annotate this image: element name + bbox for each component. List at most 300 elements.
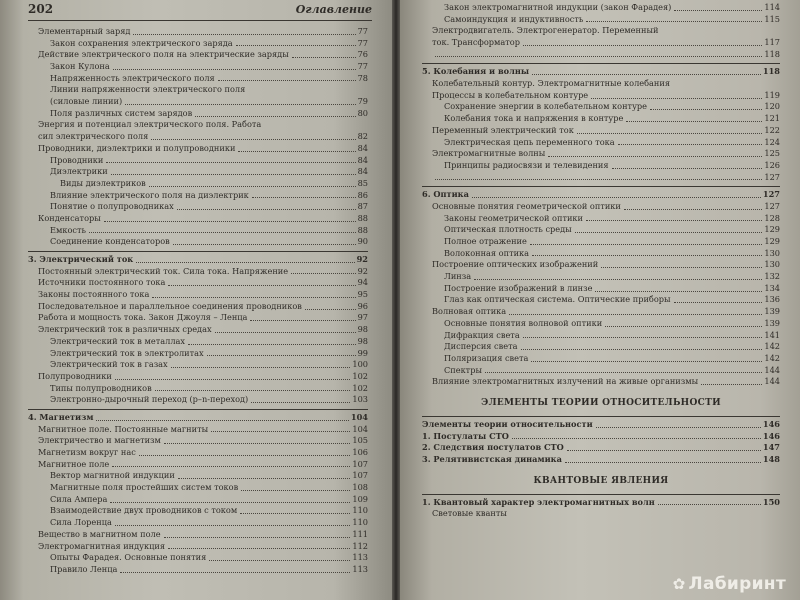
left-page-header — [28, 0, 372, 21]
toc-entry-title: Законы геометрической оптики — [444, 212, 584, 223]
dot-leader — [605, 326, 762, 327]
dot-leader — [168, 285, 355, 286]
toc-entry — [28, 336, 368, 348]
toc-entry — [422, 2, 780, 14]
dot-leader — [164, 443, 350, 444]
toc-entry-title: Последовательное и параллельное соединения проводников — [38, 300, 302, 311]
toc-list-right — [422, 2, 780, 520]
toc-entry — [28, 313, 368, 325]
toc-entry-title: Построение оптических изображений — [432, 259, 599, 270]
toc-entry-title: Колебательный контур. Электромагнитные колебания — [432, 78, 671, 89]
dot-leader — [523, 45, 762, 46]
toc-entry-title: 6. Оптика — [422, 189, 469, 200]
dot-leader — [251, 402, 350, 403]
dot-leader — [151, 139, 355, 140]
toc-entry — [28, 470, 368, 482]
toc-entry — [28, 494, 368, 506]
toc-entry-title: Виды диэлектриков — [60, 177, 146, 188]
toc-entry-title: Магнетизм вокруг нас — [38, 447, 136, 458]
dot-leader — [173, 244, 356, 245]
toc-entry — [28, 84, 368, 96]
toc-page-number: 129 — [764, 236, 780, 247]
dot-leader — [435, 179, 762, 180]
toc-entry-title: Переменный электрический ток — [432, 124, 574, 135]
toc-page-number: 104 — [352, 423, 368, 434]
toc-entry-title: Электрический ток в различных средах — [38, 324, 212, 335]
toc-page-number: 134 — [764, 282, 780, 293]
dot-leader — [139, 455, 351, 456]
toc-entry-title: (силовые линии) — [50, 96, 123, 107]
dot-leader — [596, 427, 761, 428]
toc-page-number: 109 — [352, 493, 368, 504]
toc-entry-title: Полное отражение — [444, 236, 527, 247]
toc-entry-title: Законы постоянного тока — [38, 289, 150, 300]
toc-page-number: 92 — [356, 254, 368, 265]
dot-leader — [472, 197, 761, 198]
toc-entry — [422, 442, 780, 454]
toc-entry — [28, 324, 368, 336]
toc-page-number: 139 — [764, 306, 780, 317]
toc-page-number: 85 — [357, 177, 368, 188]
toc-entry — [28, 529, 368, 541]
dot-leader — [241, 490, 350, 491]
dot-leader — [111, 174, 356, 175]
toc-page-number: 111 — [352, 528, 368, 539]
toc-entry — [28, 26, 368, 38]
toc-entry-title: 3. Электрический ток — [28, 254, 134, 265]
toc-page-number: 115 — [764, 13, 780, 24]
dot-leader — [115, 379, 351, 380]
toc-entry-title: Основные понятия волновой оптики — [444, 317, 603, 328]
toc-page-number: 144 — [764, 376, 780, 387]
section-divider — [422, 186, 780, 187]
section-divider — [28, 409, 368, 410]
toc-entry-title: Емкость — [50, 224, 86, 235]
part-heading: КВАНТОВЫЕ ЯВЛЕНИЯ — [533, 475, 669, 486]
toc-entry-title: Диэлектрики — [50, 166, 108, 177]
toc-page-number: 84 — [357, 154, 368, 165]
toc-entry-title: Понятие о полупроводниках — [50, 201, 174, 212]
dot-leader — [305, 309, 356, 310]
toc-entry — [28, 225, 368, 237]
toc-page-number: 144 — [764, 364, 780, 375]
toc-entry-title: Дифракция света — [444, 329, 520, 340]
dot-leader — [532, 255, 762, 256]
toc-page-number: 132 — [764, 271, 780, 282]
toc-entry — [28, 424, 368, 436]
toc-page-number: 79 — [357, 96, 368, 107]
toc-entry — [28, 517, 368, 529]
toc-page-number: 110 — [352, 505, 368, 516]
toc-entry — [422, 353, 780, 365]
dot-leader — [133, 34, 355, 35]
toc-entry — [28, 201, 368, 213]
toc-entry — [422, 365, 780, 377]
toc-entry-title: 5. Колебания и волны — [422, 66, 530, 77]
toc-page-number: 106 — [352, 447, 368, 458]
toc-page-number: 124 — [764, 136, 780, 147]
toc-page-number: 107 — [352, 458, 368, 469]
toc-entry — [28, 38, 368, 50]
toc-entry-title: Взаимодействие двух проводников с током — [50, 505, 238, 516]
toc-page-number: 77 — [357, 37, 368, 48]
toc-entry-title: Магнитное поле. Постоянные магниты — [38, 423, 209, 434]
toc-entry-title: Электрический ток в электролитах — [50, 347, 204, 358]
toc-page-number: 100 — [352, 359, 368, 370]
toc-page-number: 129 — [764, 224, 780, 235]
dot-leader — [195, 116, 355, 117]
dot-leader — [474, 279, 762, 280]
dot-leader — [149, 186, 356, 187]
toc-page-number: 88 — [357, 224, 368, 235]
dot-leader — [250, 320, 355, 321]
dot-leader — [152, 297, 355, 298]
toc-entry — [28, 61, 368, 73]
toc-entry — [28, 213, 368, 225]
dot-leader — [106, 162, 355, 163]
toc-page-number: 139 — [764, 317, 780, 328]
dot-leader — [215, 332, 356, 333]
toc-entry-title: Электромагнитная индукция — [38, 540, 165, 551]
watermark-text: Лабиринт — [688, 574, 786, 594]
toc-page-number: 150 — [762, 496, 780, 507]
toc-page-number: 97 — [357, 312, 368, 323]
dot-leader — [96, 420, 348, 421]
dot-leader — [291, 273, 355, 274]
toc-entry — [422, 125, 780, 137]
toc-entry-title: Основные понятия геометрической оптики — [432, 200, 621, 211]
toc-page-number: 118 — [762, 66, 780, 77]
toc-page-number: 148 — [762, 454, 780, 465]
toc-page-number: 77 — [357, 61, 368, 72]
toc-entry-title: Полупроводники — [38, 370, 112, 381]
toc-entry-title: Правило Ленца — [50, 563, 118, 574]
toc-entry — [422, 259, 780, 271]
dot-leader — [521, 349, 763, 350]
toc-entry-title: Энергия и потенциал электрического поля. Работа — [38, 119, 262, 130]
dot-leader — [292, 57, 356, 58]
toc-page-number: 104 — [350, 411, 368, 422]
toc-entry — [28, 190, 368, 202]
dot-leader — [586, 21, 762, 22]
toc-entry — [28, 482, 368, 494]
toc-page-number: 76 — [357, 49, 368, 60]
dot-leader — [178, 478, 351, 479]
dot-leader — [601, 267, 762, 268]
toc-entry — [28, 301, 368, 313]
dot-leader — [618, 144, 763, 145]
toc-page-number: 127 — [762, 189, 780, 200]
toc-entry — [422, 172, 780, 184]
toc-entry — [28, 266, 368, 278]
toc-entry — [422, 248, 780, 260]
toc-entry-title: Электрический ток в металлах — [50, 335, 186, 346]
dot-leader — [626, 121, 762, 122]
toc-entry-title: 4. Магнетизм — [28, 411, 94, 422]
toc-entry-title: Конденсаторы — [38, 212, 101, 223]
dot-leader — [207, 355, 356, 356]
toc-entry-title: Постоянный электрический ток. Сила тока. Напряжение — [38, 265, 289, 276]
toc-entry — [28, 348, 368, 360]
toc-entry-title: сил электрического поля — [38, 131, 149, 142]
toc-page-number: 142 — [764, 341, 780, 352]
toc-page-number: 77 — [357, 25, 368, 36]
toc-entry-title: Работа и мощность тока. Закон Джоуля – Ленца — [38, 312, 248, 323]
toc-entry — [422, 90, 780, 102]
right-page — [400, 0, 800, 600]
toc-entry-title: Проводники, диэлектрики и полупроводники — [38, 142, 236, 153]
dot-leader — [115, 525, 351, 526]
toc-entry-title: Напряженность электрического поля — [50, 72, 215, 83]
toc-page-number: 125 — [764, 148, 780, 159]
toc-entry — [422, 224, 780, 236]
toc-entry-title: Поляризация света — [444, 352, 529, 363]
toc-entry — [422, 14, 780, 26]
toc-page-number: 110 — [352, 517, 368, 528]
toc-entry-title: Электромагнитные волны — [432, 148, 546, 159]
toc-entry — [422, 330, 780, 342]
toc-page-number: 98 — [357, 335, 368, 346]
dot-leader — [168, 548, 350, 549]
toc-entry — [28, 277, 368, 289]
toc-entry — [28, 541, 368, 553]
toc-page-number: 96 — [357, 300, 368, 311]
dot-leader — [240, 513, 350, 514]
toc-entry — [28, 383, 368, 395]
toc-entry — [422, 148, 780, 160]
toc-entry-title: Закон Кулона — [50, 61, 110, 72]
toc-entry — [28, 506, 368, 518]
dot-leader — [674, 10, 762, 11]
toc-entry — [28, 435, 368, 447]
toc-entry-title: Электричество и магнетизм — [38, 435, 161, 446]
toc-page-number: 127 — [764, 200, 780, 211]
toc-page-number: 112 — [352, 540, 368, 551]
toc-page-number: 103 — [352, 394, 368, 405]
part-divider — [422, 416, 780, 417]
toc-entry — [28, 96, 368, 108]
toc-entry — [28, 108, 368, 120]
dot-leader — [125, 104, 355, 105]
dot-leader — [485, 372, 762, 373]
toc-entry-title: Электродвигатель. Электрогенератор. Переменный — [432, 25, 659, 36]
toc-entry — [422, 102, 780, 114]
dot-leader — [236, 45, 356, 46]
toc-page-number: 130 — [764, 247, 780, 258]
dot-leader — [177, 209, 356, 210]
toc-entry-title: Магнитное поле — [38, 458, 110, 469]
part-divider — [422, 494, 780, 495]
toc-entry — [28, 447, 368, 459]
toc-entry — [422, 454, 780, 466]
toc-entry-title: Сила Ампера — [50, 493, 108, 504]
dot-leader — [701, 384, 762, 385]
toc-entry — [28, 73, 368, 85]
toc-page-number: 105 — [352, 435, 368, 446]
toc-entry-title: 2. Следствия постулатов СТО — [422, 442, 564, 453]
dot-leader — [209, 560, 350, 561]
toc-entry — [422, 213, 780, 225]
toc-entry-title: Типы полупроводников — [50, 382, 152, 393]
toc-page-number: 98 — [357, 324, 368, 335]
toc-entry-title: Элементы теории относительности — [422, 418, 593, 429]
toc-entry-title: Поля различных систем зарядов — [50, 107, 193, 118]
toc-entry — [422, 306, 780, 318]
dot-leader — [509, 314, 762, 315]
dot-leader — [575, 232, 763, 233]
toc-entry — [28, 394, 368, 406]
toc-entry-title: Процессы в колебательном контуре — [432, 89, 589, 100]
toc-entry-title: Вектор магнитной индукции — [50, 470, 175, 481]
dot-leader — [591, 98, 762, 99]
toc-page-number: 146 — [762, 430, 780, 441]
toc-list-left — [28, 26, 368, 576]
dot-leader — [512, 438, 761, 439]
toc-entry — [422, 497, 780, 509]
toc-page-number: 78 — [357, 72, 368, 83]
dot-leader — [595, 291, 762, 292]
toc-page-number: 128 — [764, 212, 780, 223]
dot-leader — [674, 302, 763, 303]
toc-entry — [28, 289, 368, 301]
toc-page-number: 94 — [357, 277, 368, 288]
toc-page-number: 146 — [762, 418, 780, 429]
dot-leader — [238, 151, 355, 152]
left-page — [0, 0, 392, 600]
section-divider — [422, 63, 780, 64]
dot-leader — [650, 109, 762, 110]
toc-entry-title: Принципы радиосвязи и телевидения — [444, 159, 609, 170]
toc-entry — [422, 508, 780, 520]
dot-leader — [624, 209, 762, 210]
toc-page-number: 86 — [357, 189, 368, 200]
labirint-watermark — [673, 574, 786, 594]
toc-entry-title: Электрическая цепь переменного тока — [444, 136, 615, 147]
toc-page-number: 99 — [357, 347, 368, 358]
toc-entry-title: Магнитные поля простейших систем токов — [50, 482, 239, 493]
toc-entry — [422, 113, 780, 125]
toc-entry — [422, 201, 780, 213]
dot-leader — [218, 80, 356, 81]
dot-leader — [586, 220, 762, 221]
toc-page-number: 120 — [764, 101, 780, 112]
dot-leader — [188, 344, 356, 345]
dot-leader — [112, 466, 350, 467]
toc-page-number: 107 — [352, 470, 368, 481]
toc-entry-title: Световые кванты — [432, 508, 507, 519]
toc-page-number: 122 — [764, 124, 780, 135]
toc-entry-title: Сила Лоренца — [50, 517, 112, 528]
toc-entry — [422, 283, 780, 295]
toc-entry-title: ток. Трансформатор — [432, 37, 520, 48]
toc-page-number: 130 — [764, 259, 780, 270]
dot-leader — [532, 74, 761, 75]
toc-entry-title: Построение изображений в линзе — [444, 282, 593, 293]
toc-page-number: 113 — [352, 563, 368, 574]
toc-entry-title: Глаз как оптическая система. Оптические приборы — [444, 294, 671, 305]
toc-entry-title: Волновая оптика — [432, 306, 507, 317]
toc-section-heading — [28, 412, 368, 424]
running-title: Оглавление — [295, 3, 372, 16]
toc-entry-title: Самоиндукция и индуктивность — [444, 13, 584, 24]
dot-leader — [658, 504, 761, 505]
toc-page-number: 119 — [764, 89, 780, 100]
dot-leader — [120, 572, 350, 573]
toc-page-number: 80 — [357, 107, 368, 118]
dot-leader — [548, 156, 762, 157]
toc-page-number: 117 — [764, 37, 780, 48]
toc-page-number: 136 — [764, 294, 780, 305]
toc-entry — [422, 271, 780, 283]
toc-entry-title: 1. Квантовый характер электромагнитных волн — [422, 496, 655, 507]
toc-entry-title: Действие электрического поля на электрические заряды — [38, 49, 289, 60]
toc-entry-title: Закон электромагнитной индукции (закон Фарадея) — [444, 1, 672, 12]
dot-leader — [530, 244, 763, 245]
toc-entry-title: Дисперсия света — [444, 341, 518, 352]
toc-page-number: 95 — [357, 289, 368, 300]
toc-page-number: 114 — [764, 1, 780, 12]
toc-page-number: 113 — [352, 552, 368, 563]
dot-leader — [110, 502, 350, 503]
toc-entry-title: 1. Постулаты СТО — [422, 430, 509, 441]
toc-entry-title: Электрический ток в газах — [50, 359, 168, 370]
toc-entry — [28, 131, 368, 143]
dot-leader — [435, 56, 762, 57]
toc-entry-title: Элементарный заряд — [38, 25, 131, 36]
toc-page-number: 118 — [764, 48, 780, 59]
dot-leader — [565, 462, 761, 463]
toc-entry — [422, 160, 780, 172]
toc-entry-title: Сохранение энергии в колебательном контуре — [444, 101, 647, 112]
toc-entry — [28, 564, 368, 576]
toc-entry — [422, 37, 780, 49]
toc-entry — [422, 78, 780, 90]
toc-entry — [422, 318, 780, 330]
toc-entry-title: Вещество в магнитном поле — [38, 528, 161, 539]
book-logo-icon: ✿ — [672, 575, 686, 593]
toc-entry-title: Соединение конденсаторов — [50, 236, 170, 247]
toc-page-number: 127 — [764, 171, 780, 182]
toc-entry — [28, 371, 368, 383]
toc-entry — [28, 236, 368, 248]
toc-entry — [28, 552, 368, 564]
toc-page-number: 90 — [357, 236, 368, 247]
dot-leader — [136, 262, 354, 263]
toc-page-number: 102 — [352, 370, 368, 381]
toc-section-heading — [422, 66, 780, 78]
toc-page-number: 108 — [352, 482, 368, 493]
dot-leader — [171, 367, 351, 368]
dot-leader — [612, 168, 763, 169]
toc-entry-title: Колебания тока и напряжения в контуре — [444, 113, 624, 124]
toc-entry-title: Опыты Фарадея. Основные понятия — [50, 552, 207, 563]
toc-entry — [28, 143, 368, 155]
toc-entry — [28, 166, 368, 178]
section-divider — [28, 251, 368, 252]
toc-page-number: 84 — [357, 142, 368, 153]
toc-entry — [28, 49, 368, 61]
toc-entry — [28, 359, 368, 371]
dot-leader — [104, 221, 356, 222]
toc-entry-title: Волоконная оптика — [444, 247, 530, 258]
toc-entry-title: Проводники — [50, 154, 104, 165]
dot-leader — [113, 69, 356, 70]
toc-entry — [422, 376, 780, 388]
toc-entry-title: Закон сохранения электрического заряда — [50, 37, 233, 48]
toc-entry — [422, 295, 780, 307]
dot-leader — [155, 390, 351, 391]
toc-entry — [422, 341, 780, 353]
